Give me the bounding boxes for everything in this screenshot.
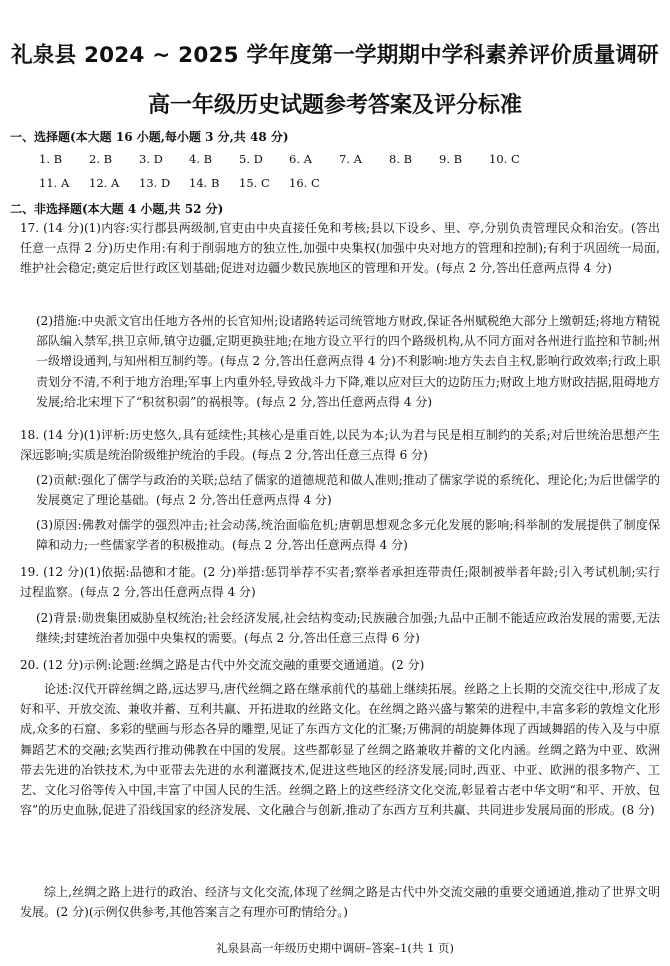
section-2-heading: 二、非选择题(本大题 4 小题,共 52 分) xyxy=(10,202,224,216)
answer-item: 15. C xyxy=(239,176,270,190)
page-footer: 礼泉县高一年级历史期中调研–答案–1(共 1 页) xyxy=(216,941,454,955)
q18-part2: (2)贡献:强化了儒学与政治的关联;总结了儒家的道德规范和做人准则;推动了儒家学说的系统化、理论化;为后世儒学的发展奠定了理论基础。(每点 2 分,答出任意两点得 4 分) xyxy=(36,473,660,508)
answer-item: 11. A xyxy=(39,176,70,190)
q20-conclusion: 综上,丝绸之路上进行的政治、经济与文化交流,体现了丝绸之路是古代中外交流交融的重要交通通道,推动了世界文明发展。(2 分)(示例仅供参考,其他答案言之有理亦可酌情给分。) xyxy=(20,885,660,920)
answer-item: 6. A xyxy=(289,152,312,166)
document-subtitle: 高一年级历史试题参考答案及评分标准 xyxy=(147,93,522,118)
answer-item: 4. B xyxy=(189,152,213,166)
answer-item: 7. A xyxy=(339,152,362,166)
q19-part1: 19. (12 分)(1)依据:品德和才能。(2 分)举措:惩罚举荐不实者;察举者承担连带责任;限制被举者年龄;引入考试机制;实行过程监察。(每点 2 分,答出任意两点得 4 分) xyxy=(20,565,660,600)
answer-item: 8. B xyxy=(389,152,413,166)
answer-item: 10. C xyxy=(489,152,520,166)
answer-row-1 xyxy=(39,152,539,166)
q20-argument: 论述:汉代开辟丝绸之路,远达罗马,唐代丝绸之路在继承前代的基础上继续拓展。丝路之上长期的交流交往中,形成了友好和平、开放交流、兼收并蓄、互利共赢、开拓进取的丝路文化。在丝绸之路兴盛与繁荣的进程中,丰富多彩的敦煌文化形成,众多的石窟、多彩的壁画与形态各异的雕塑,见证了东西方文化的汇聚;万佛洞的胡旋舞体现了西域舞蹈的传入及与中原舞蹈艺术的交融;玄奘西行推动佛教在中国的发展。这些都彰显了丝绸之路兼收并蓄的文化内涵。丝绸之路为中亚、欧洲带去先进的冶铁技术,为中亚带去先进的水利灌溉技术,促进这些地区的经济发展;同时,西亚、中亚、欧洲的很多物产、工艺、文化习俗等传入中国,丰富了中国人民的生活。丝绸之路上的这些经济文化交流,彰显着古老中华文明“和平、开放、包容”的历史血脉,促进了沿线国家的经济发展、文化融合与创新,推动了东西方互利共赢、共同进步发展局面的形成。(8 分) xyxy=(20,682,660,818)
q17-part2: (2)措施:中央派文官出任地方各州的长官知州;设诸路转运司统管地方财政,保证各州赋税绝大部分上缴朝廷;将地方精锐部队编入禁军,拱卫京师,镇守边疆,定期更换驻地;在地方设立平行的四个路级机构,从不同方面对各州进行监控和节制;州一级增设通判,与知州相互制约等。(每点 2 分,答出任意两点得 4 分)不利影响:地方失去自主权,影响行政效率;行政上职责划分不清,不利于地方治理;军事上内重外轻,导致战斗力下降,难以应对巨大的边防压力;财政上地方财政拮据,阻碍地方发展;给北宋埋下了“积贫积弱”的祸根等。(每点 2 分,答出任意两点得 4 分) xyxy=(36,314,660,409)
document-title: 礼泉县 2024 ~ 2025 学年度第一学期期中学科素养评价质量调研 xyxy=(11,43,659,68)
section-1-heading: 一、选择题(本大题 16 小题,每小题 3 分,共 48 分) xyxy=(10,130,289,144)
q20-thesis: 20. (12 分)示例:论题:丝绸之路是古代中外交流交融的重要交通通道。(2 分) xyxy=(20,658,425,672)
q18-part1: 18. (14 分)(1)评析:历史悠久,具有延续性;其核心是重百姓,以民为本;认为君与民是相互制约的关系;对后世统治思想产生深远影响;实质是统治阶级维护统治的手段。(每点 2 分,答出任意三点得 6 分) xyxy=(20,428,660,463)
answer-item: 13. D xyxy=(139,176,171,190)
q17-part1: 17. (14 分)(1)内容:实行郡县两级制,官吏由中央直接任免和考核;县以下设乡、里、亭,分别负责管理民众和治安。(答出任意一点得 2 分)历史作用:有利于削弱地方的独立性,加强中央集权(加强中央对地方的管理和控制);有利于巩固统一局面,维护社会稳定;奠定后世行政区划基础;促进对边疆少数民族地区的管理和开发。(每点 2 分,答出任意两点得 4 分) xyxy=(20,221,660,276)
answer-item: 1. B xyxy=(39,152,63,166)
answer-item: 2. B xyxy=(89,152,113,166)
answer-item: 9. B xyxy=(439,152,463,166)
q18-part3: (3)原因:佛教对儒学的强烈冲击;社会动荡,统治面临危机;唐朝思想观念多元化发展的影响;科举制的发展提供了制度保障和动力;一些儒家学者的积极推动。(每点 2 分,答出任意两点得 4 分) xyxy=(36,518,660,553)
answer-row-2 xyxy=(39,176,339,190)
answer-item: 3. D xyxy=(139,152,163,166)
answer-item: 5. D xyxy=(239,152,263,166)
answer-item: 16. C xyxy=(289,176,320,190)
answer-item: 14. B xyxy=(189,176,220,190)
answer-item: 12. A xyxy=(89,176,120,190)
q19-part2: (2)背景:勋贵集团威胁皇权统治;社会经济发展,社会结构变动;民族融合加强;九品中正制不能适应政治发展的需要,无法继续;封建统治者加强中央集权的需要。(每点 2 分,答出任意三点得 6 分) xyxy=(36,611,660,646)
